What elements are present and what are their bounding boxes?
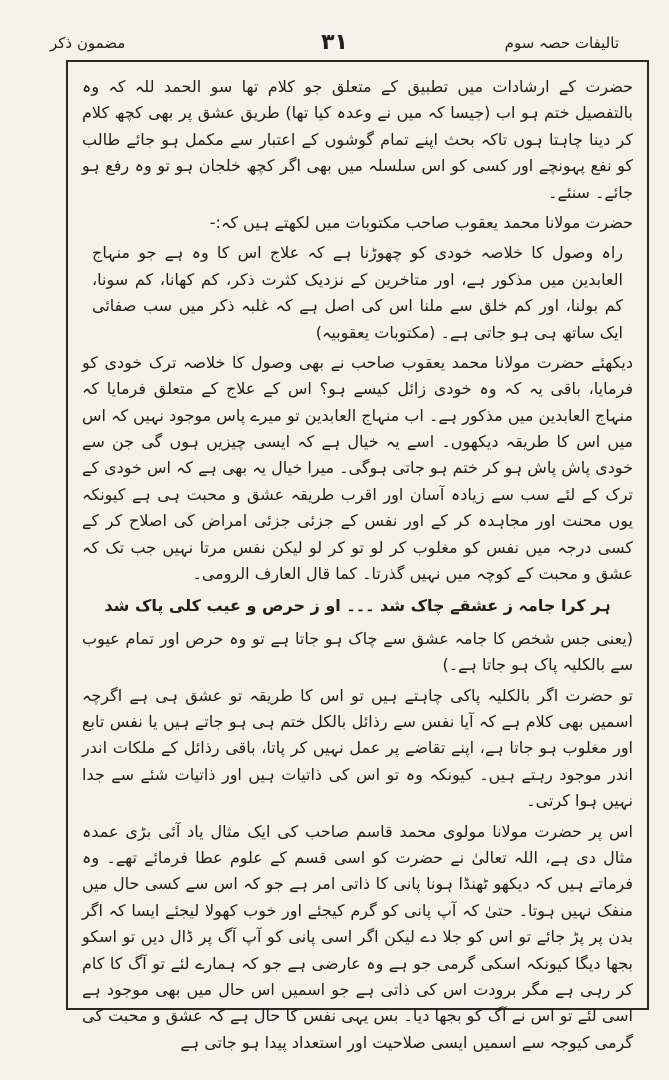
quote-paragraph: راہ وصول کا خلاصہ خودی کو چھوڑنا ہے کہ علاج اس کا وہ ہے جو منہاج العابدین میں مذکور ہے، اور متاخرین کے نزدیک کثرت ذکر، کم کھانا، کم سونا، کم بولنا، اور کم خلق سے ملنا اس کی اصل ہے کہ غلبہ ذکر میں سب صفائی ایک ساتھ ہی ہو جاتی ہے۔ (مکتوبات یعقوبیہ) <box>92 243 623 342</box>
page-number: ۳۱ <box>321 30 348 55</box>
persian-verse: ہر کرا جامہ ز عشقے چاک شد ۔۔۔ او ز حرص و عیب کلی پاک شد <box>104 596 611 616</box>
book-title: تالیفات حصہ سوم <box>504 34 619 52</box>
paragraph: تو حضرت اگر بالکلیہ پاکی چاہتے ہیں تو اس کا طریقہ تو عشق ہی ہے اگرچہ اسمیں بھی کلام ہے کہ آیا نفس سے رذائل بالکل ختم ہی ہو جاتے ہیں یا نفس تابع اور مغلوب ہو جاتا ہے، اپنے تقاضے پر عمل نہیں کر پاتا، باقی رذائل کے ملکات اندر اندر موجود رہتے ہیں۔ کیونکہ وہ تو اس کی ذاتیات ہیں اور ذاتیات شئے سے جدا نہیں ہوا کرتی۔ <box>82 685 633 811</box>
paragraph: اس پر حضرت مولانا مولوی محمد قاسم صاحب کی ایک مثال یاد آئی بڑی عمدہ مثال دی ہے، اللہ تعالیٰ نے حضرت کو اسی قسم کے علوم عطا فرمائے تھے۔ وہ فرماتے ہیں کہ دیکھو ٹھنڈا ہونا پانی کا ذاتی امر ہے جو کہ اس سے کسی حال میں منفک نہیں ہوتا۔ حتیٰ کہ آپ پانی کو گرم کیجئے اور خوب کھولا لیجئے ایسا کہ اگر بدن پر پڑ جائے تو اس کو جلا دے لیکن اگر اسی پانی کو آپ آگ پر ڈال دیں تو اسکو بجھا دیگا کیونکہ اسکی گرمی جو ہے وہ عارضی ہے جو کہ ہمارے لئے تو آگ کا کام کر رہی ہے مگر برودت اس کی ذاتی ہے جو اسمیں اس حال میں بھی موجود ہے اسی لئے تو اس نے آگ کو بجھا دیا۔ بس یہی نفس کا حال ہے کہ عشق و محبت کی گرمی کیوجہ سے اسمیں ایسی صلاحیت اور استعداد پیدا ہو جاتی ہے <box>82 821 633 1052</box>
paragraph: دیکھئے حضرت مولانا محمد یعقوب صاحب نے بھی وصول کا خلاصہ ترک خودی کو فرمایا، باقی یہ کہ وہ خودی زائل کیسے ہو؟ اس کے علاج کے متعلق فرمایا کہ منہاج العابدین میں مذکور ہے۔ اب منہاج العابدین تو میرے پاس موجود نہیں کہ اس میں اس کا طریقہ دیکھوں۔ اسے یہ خیال ہے کہ ایسی چیزیں ہوں گی جن سے خودی پاش پاش ہو کر ختم ہو جاتی ہوگی۔ میرا خیال یہ بھی ہے کہ اس خودی کے ترک کے لئے سب سے زیادہ آسان اور اقرب طریقہ عشق و محبت ہی ہے کیونکہ یوں محنت اور مجاہدہ کر کے اور نفس کے جزئی جزئی امراض کی اصلاح کر کے کسی درجہ میں نفس کو مغلوب کر لو تو کر لو لیکن نفس مرتا نہیں جب تک کہ عشق و محبت کے کوچہ میں نہیں گذرتا۔ کما قال العارف الرومی۔ <box>82 352 633 584</box>
section-title: مضمون ذکر <box>50 34 126 52</box>
paragraph: حضرت مولانا محمد یعقوب صاحب مکتوبات میں لکھتے ہیں کہ:- <box>209 212 633 232</box>
text-frame <box>66 60 649 1052</box>
paragraph: (یعنی جس شخص کا جامہ عشق سے چاک ہو جاتا ہے تو وہ حرص اور تمام عیوب سے بالکلیہ پاک ہو جاتا ہے۔) <box>82 628 633 675</box>
paragraph: حضرت کے ارشادات میں تطبیق کے متعلق جو کلام تھا سو الحمد للہ کہ وہ بالتفصیل ختم ہو اب (جیسا کہ میں نے وعدہ کیا تھا) طریق عشق پر بھی کچھ کلام کر دینا چاہتا ہوں تاکہ بحث اپنے تمام گوشوں کے اعتبار سے مکمل ہو جائے طالب کو نفع پہونچے اور کسی کو اس سلسلہ میں بھی اگر کچھ خلجان ہو تو وہ رفع ہو جائے۔ سنئے۔ <box>82 77 633 202</box>
page-header <box>50 30 619 56</box>
